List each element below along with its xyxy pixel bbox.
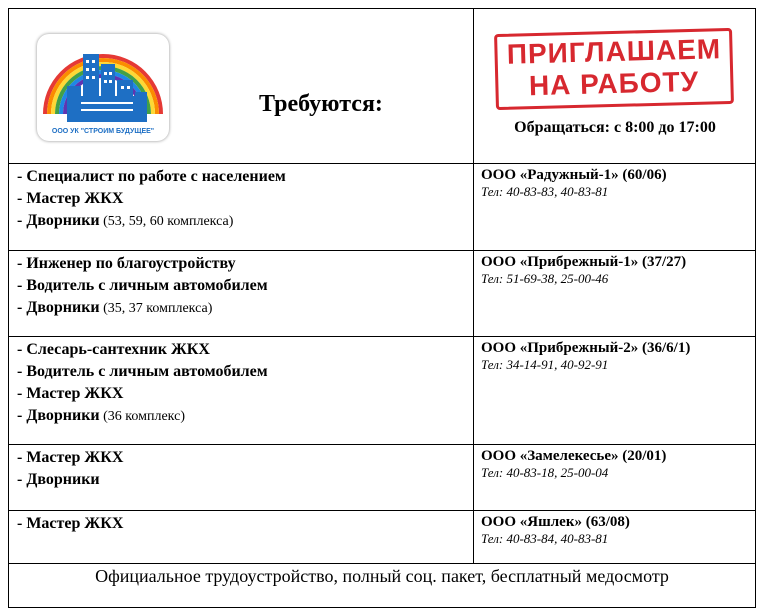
stamp-text-line1: ПРИГЛАШАЕМ (506, 33, 722, 70)
contact-hours: Обращаться: с 8:00 до 17:00 (514, 119, 716, 136)
benefits-footer: Официальное трудоустройство, полный соц. пакет, бесплатный медосмотр (95, 566, 669, 586)
company-logo (37, 34, 169, 141)
job-item: - Водитель с личным автомобилем (17, 277, 268, 294)
job-item: - Мастер ЖКХ (17, 515, 124, 532)
row-divider (9, 444, 755, 445)
job-list (17, 513, 467, 535)
organization-name: ООО «Замелекесье» (20/01) (481, 448, 667, 464)
organization-name: ООО «Яшлек» (63/08) (481, 514, 630, 530)
job-item: - Мастер ЖКХ (17, 449, 124, 466)
job-list (17, 166, 467, 232)
job-item: - Дворники (53, 59, 60 комплекса) (17, 212, 234, 229)
page-title: Требуются: (259, 91, 383, 117)
organization-contact (481, 513, 757, 546)
organization-name: ООО «Прибрежный-1» (37/27) (481, 254, 687, 270)
organization-contact (481, 339, 757, 372)
job-item: - Дворники (36 комплекс) (17, 407, 186, 424)
row-divider (9, 250, 755, 251)
job-item: - Слесарь-сантехник ЖКХ (17, 341, 210, 358)
job-item: - Инженер по благоустройству (17, 255, 236, 272)
column-divider (473, 9, 474, 563)
organization-contact (481, 253, 757, 286)
organization-contact (481, 166, 757, 199)
invitation-stamp (495, 31, 733, 107)
row-divider (9, 336, 755, 337)
organization-phone: Тел: 40-83-18, 25-00-04 (481, 465, 609, 480)
row-divider (9, 510, 755, 511)
job-item: - Дворники (35, 37 комплекса) (17, 299, 213, 316)
vacancy-table (8, 8, 756, 608)
job-item: - Водитель с личным автомобилем (17, 363, 268, 380)
job-list (17, 339, 467, 427)
job-item: - Дворники (17, 471, 100, 488)
job-list (17, 253, 467, 319)
organization-phone: Тел: 40-83-84, 40-83-81 (481, 531, 609, 546)
stamp-text-line2: НА РАБОТУ (528, 65, 700, 102)
organization-phone: Тел: 34-14-91, 40-92-91 (481, 357, 609, 372)
organization-contact (481, 447, 757, 480)
row-divider (9, 163, 755, 164)
job-item: - Мастер ЖКХ (17, 190, 124, 207)
organization-phone: Тел: 51-69-38, 25-00-46 (481, 271, 609, 286)
organization-name: ООО «Радужный-1» (60/06) (481, 167, 667, 183)
job-item: - Специалист по работе с населением (17, 168, 286, 185)
job-item: - Мастер ЖКХ (17, 385, 124, 402)
organization-name: ООО «Прибрежный-2» (36/6/1) (481, 340, 691, 356)
job-list (17, 447, 467, 491)
rainbow-buildings-icon (37, 34, 169, 141)
organization-phone: Тел: 40-83-83, 40-83-81 (481, 184, 609, 199)
logo-caption: ООО УК "СТРОИМ БУДУЩЕЕ" (51, 128, 155, 135)
